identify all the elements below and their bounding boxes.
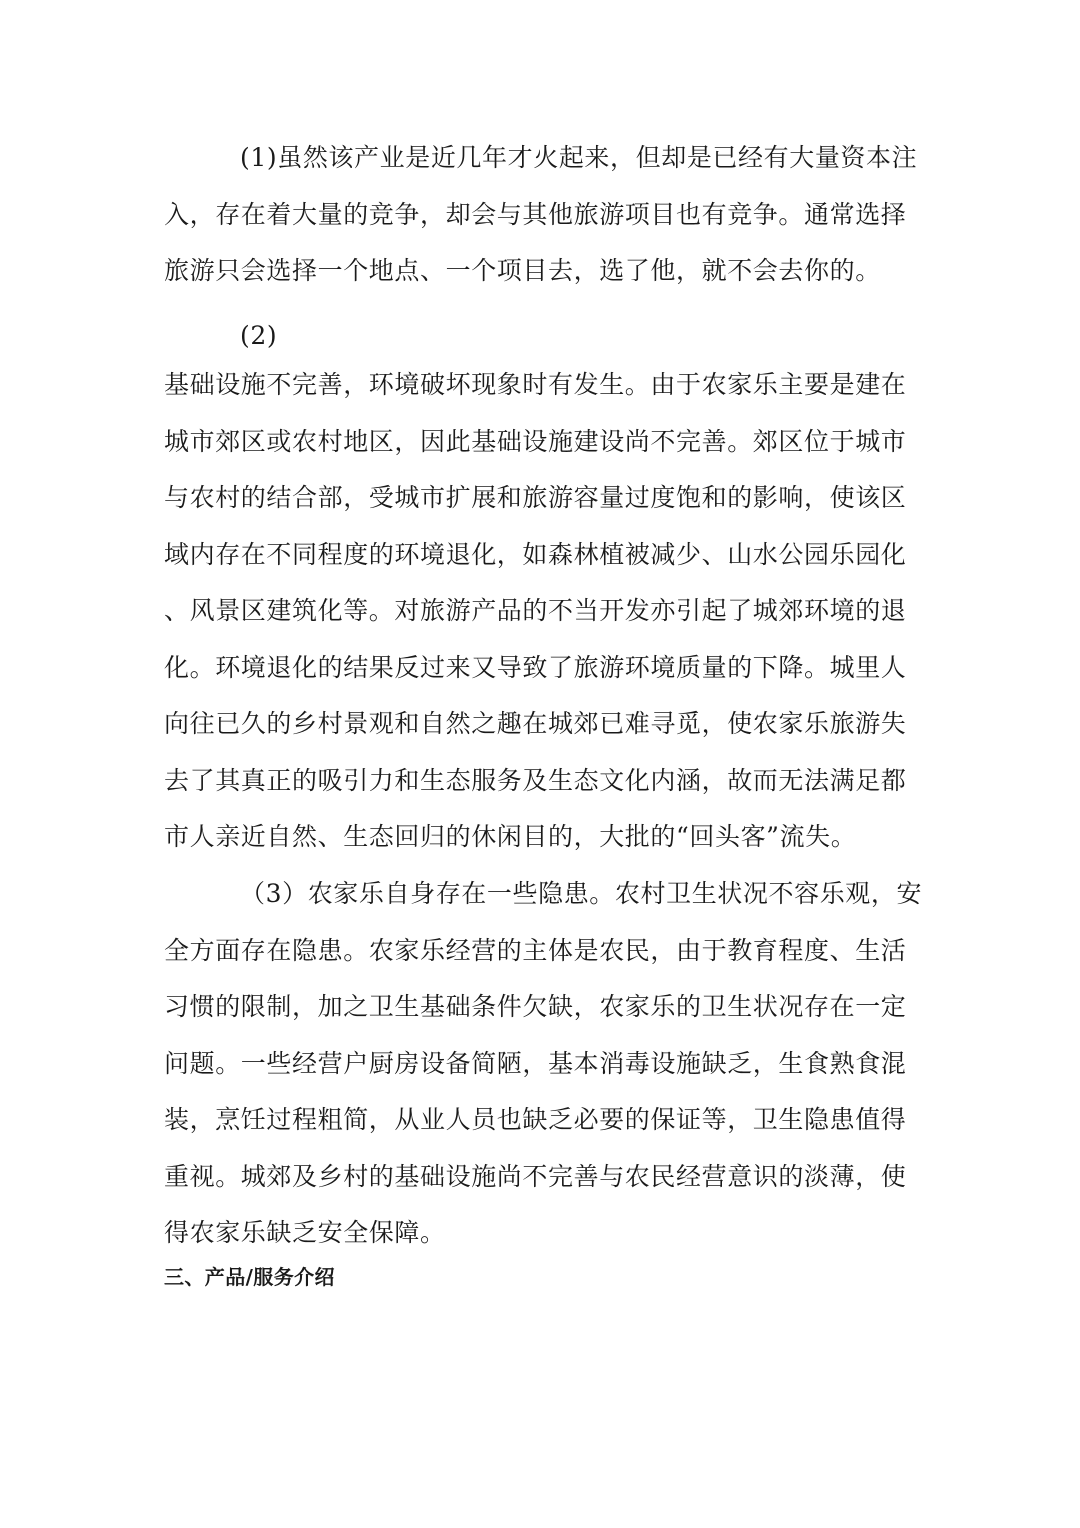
- paragraph-infrastructure: [164, 357, 924, 866]
- paragraph-line: 全方面存在隐患。农家乐经营的主体是农民，由于教育程度、生活: [164, 935, 907, 965]
- section-heading: 三、产品/服务介绍: [164, 1265, 335, 1289]
- paragraph-line: 旅游只会选择一个地点、一个项目去，选了他，就不会去你的。: [164, 256, 881, 285]
- paragraph-line: (1)虽然该产业是近几年才火起来，但却是已经有大量资本注: [240, 143, 918, 172]
- paragraph-line: 装，烹饪过程粗简，从业人员也缺乏必要的保证等，卫生隐患值得: [164, 1105, 907, 1134]
- paragraph-line: 化。环境退化的结果反过来又导致了旅游环境质量的下降。城里人: [164, 652, 907, 682]
- paragraph-line: 问题。一些经营户厨房设备简陋，基本消毒设施缺乏，生食熟食混: [164, 1048, 907, 1078]
- paragraph-number: (2): [240, 321, 278, 350]
- paragraph-line: 去了其真正的吸引力和生态服务及生态文化内涵，故而无法满足都: [164, 765, 907, 795]
- paragraph-line: 城市郊区或农村地区，因此基础设施建设尚不完善。郊区位于城市: [164, 426, 907, 456]
- paragraph-line: 重视。城郊及乡村的基础设施尚不完善与农民经营意识的淡薄，使: [164, 1161, 907, 1191]
- paragraph-line: 习惯的限制，加之卫生基础条件欠缺，农家乐的卫生状况存在一定: [164, 992, 907, 1021]
- paragraph-line: 基础设施不完善，环境破坏现象时有发生。由于农家乐主要是建在: [164, 370, 907, 399]
- paragraph-hazards: [164, 866, 924, 1262]
- paragraph-line: 与农村的结合部，受城市扩展和旅游容量过度饱和的影响，使该区: [164, 483, 907, 512]
- paragraph-competition: [164, 130, 924, 300]
- paragraph-line: 入，存在着大量的竞争，却会与其他旅游项目也有竞争。通常选择: [164, 199, 907, 229]
- paragraph-line: 向往已久的乡村景观和自然之趣在城郊已难寻觅，使农家乐旅游失: [164, 709, 907, 738]
- paragraph-line: 得农家乐缺乏安全保障。: [164, 1218, 446, 1247]
- paragraph-line: （3）农家乐自身存在一些隐患。农村卫生状况不容乐观，安: [240, 879, 923, 908]
- paragraph-line: 市人亲近自然、生态回归的休闲目的，大批的“回头客”流失。: [164, 822, 857, 851]
- paragraph-line: 域内存在不同程度的环境退化，如森林植被减少、山水公园乐园化: [164, 539, 907, 569]
- paragraph-line: 、风景区建筑化等。对旅游产品的不当开发亦引起了城郊环境的退: [164, 596, 907, 625]
